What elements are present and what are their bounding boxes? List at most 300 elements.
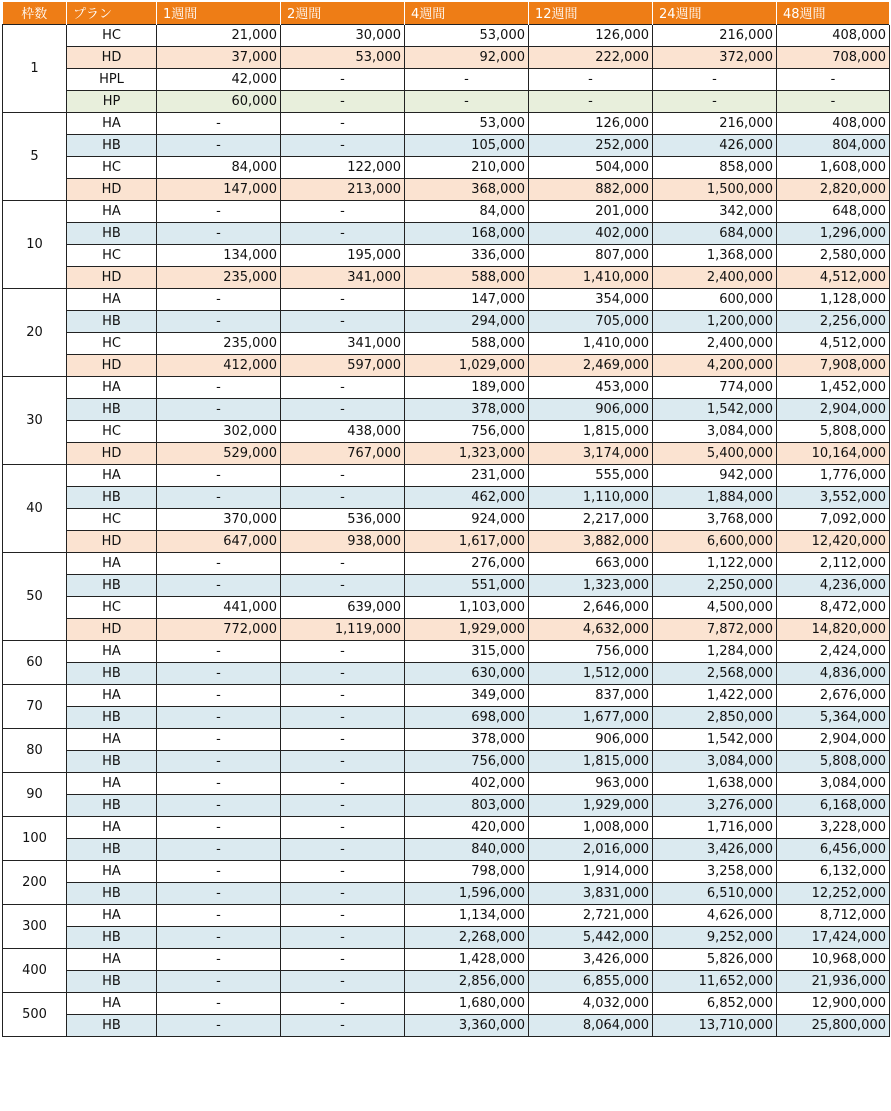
table-row — [3, 728, 890, 750]
table-row — [3, 200, 890, 222]
price-cell: - — [281, 68, 405, 90]
price-cell: 551,000 — [405, 574, 529, 596]
table-row — [3, 706, 890, 728]
price-cell: - — [157, 464, 281, 486]
price-cell: 168,000 — [405, 222, 529, 244]
table-row — [3, 750, 890, 772]
plan-cell: HB — [67, 706, 157, 728]
price-cell: 1,884,000 — [653, 486, 777, 508]
table-body — [3, 24, 890, 1036]
price-cell: - — [157, 1014, 281, 1036]
plan-cell: HA — [67, 288, 157, 310]
price-cell: - — [281, 376, 405, 398]
table-row — [3, 134, 890, 156]
price-cell: 84,000 — [157, 156, 281, 178]
price-cell: 1,596,000 — [405, 882, 529, 904]
table-row — [3, 882, 890, 904]
price-cell: 408,000 — [777, 112, 890, 134]
plan-cell: HB — [67, 926, 157, 948]
slot-count-cell: 80 — [3, 728, 67, 772]
table-row — [3, 838, 890, 860]
price-cell: 5,808,000 — [777, 750, 890, 772]
price-cell: - — [157, 794, 281, 816]
plan-cell: HA — [67, 816, 157, 838]
price-cell: - — [157, 376, 281, 398]
plan-cell: HB — [67, 486, 157, 508]
table-row — [3, 442, 890, 464]
price-cell: - — [157, 838, 281, 860]
price-cell: 1,410,000 — [529, 332, 653, 354]
plan-cell: HB — [67, 662, 157, 684]
plan-cell: HB — [67, 750, 157, 772]
header-24week: 24週間 — [653, 2, 777, 24]
price-cell: - — [281, 552, 405, 574]
slot-count-cell: 500 — [3, 992, 67, 1036]
plan-cell: HA — [67, 376, 157, 398]
header-slots: 枠数 — [3, 2, 67, 24]
price-cell: 294,000 — [405, 310, 529, 332]
price-cell: 924,000 — [405, 508, 529, 530]
price-cell: 420,000 — [405, 816, 529, 838]
price-cell: - — [281, 288, 405, 310]
price-cell: 426,000 — [653, 134, 777, 156]
table-row — [3, 222, 890, 244]
price-cell: 453,000 — [529, 376, 653, 398]
table-row — [3, 310, 890, 332]
price-cell: 368,000 — [405, 178, 529, 200]
table-row — [3, 860, 890, 882]
table-row — [3, 596, 890, 618]
price-cell: 231,000 — [405, 464, 529, 486]
price-cell: 1,542,000 — [653, 398, 777, 420]
price-cell: 1,128,000 — [777, 288, 890, 310]
price-cell: 555,000 — [529, 464, 653, 486]
price-cell: 2,016,000 — [529, 838, 653, 860]
price-cell: - — [157, 662, 281, 684]
price-cell: 1,617,000 — [405, 530, 529, 552]
price-cell: 3,426,000 — [653, 838, 777, 860]
table-row — [3, 970, 890, 992]
plan-cell: HA — [67, 112, 157, 134]
price-cell: 10,968,000 — [777, 948, 890, 970]
price-cell: 684,000 — [653, 222, 777, 244]
header-12week: 12週間 — [529, 2, 653, 24]
plan-cell: HA — [67, 992, 157, 1014]
price-cell: 906,000 — [529, 728, 653, 750]
price-cell: 276,000 — [405, 552, 529, 574]
price-cell: 639,000 — [281, 596, 405, 618]
price-cell: 2,424,000 — [777, 640, 890, 662]
price-cell: 53,000 — [405, 112, 529, 134]
price-cell: 402,000 — [529, 222, 653, 244]
table-row — [3, 178, 890, 200]
price-cell: - — [157, 134, 281, 156]
price-cell: - — [157, 684, 281, 706]
plan-cell: HD — [67, 354, 157, 376]
price-cell: 2,646,000 — [529, 596, 653, 618]
price-cell: 126,000 — [529, 24, 653, 46]
price-cell: - — [281, 398, 405, 420]
price-cell: 2,469,000 — [529, 354, 653, 376]
price-cell: 7,908,000 — [777, 354, 890, 376]
plan-cell: HB — [67, 574, 157, 596]
price-cell: 1,119,000 — [281, 618, 405, 640]
price-cell: 938,000 — [281, 530, 405, 552]
price-cell: 441,000 — [157, 596, 281, 618]
price-cell: 2,856,000 — [405, 970, 529, 992]
plan-cell: HD — [67, 46, 157, 68]
slot-count-cell: 60 — [3, 640, 67, 684]
table-row — [3, 772, 890, 794]
table-row — [3, 376, 890, 398]
price-cell: 4,836,000 — [777, 662, 890, 684]
header-4week: 4週間 — [405, 2, 529, 24]
price-cell: 1,284,000 — [653, 640, 777, 662]
price-cell: 105,000 — [405, 134, 529, 156]
price-cell: 3,084,000 — [653, 750, 777, 772]
price-cell: 438,000 — [281, 420, 405, 442]
header-plan: プラン — [67, 2, 157, 24]
price-cell: 341,000 — [281, 266, 405, 288]
table-row — [3, 552, 890, 574]
price-cell: 5,442,000 — [529, 926, 653, 948]
price-cell: 8,472,000 — [777, 596, 890, 618]
table-row — [3, 684, 890, 706]
slot-count-cell: 20 — [3, 288, 67, 376]
price-cell: - — [157, 882, 281, 904]
price-cell: 60,000 — [157, 90, 281, 112]
table-header — [3, 2, 890, 24]
price-cell: 5,364,000 — [777, 706, 890, 728]
table-row — [3, 816, 890, 838]
price-table — [2, 2, 890, 1037]
price-cell: 2,112,000 — [777, 552, 890, 574]
price-cell: 9,252,000 — [653, 926, 777, 948]
price-cell: 12,420,000 — [777, 530, 890, 552]
table-row — [3, 508, 890, 530]
header-48week: 48週間 — [777, 2, 890, 24]
price-cell: 1,929,000 — [529, 794, 653, 816]
price-cell: - — [281, 728, 405, 750]
price-cell: 11,652,000 — [653, 970, 777, 992]
price-cell: 30,000 — [281, 24, 405, 46]
price-cell: 1,677,000 — [529, 706, 653, 728]
price-cell: 1,452,000 — [777, 376, 890, 398]
slot-count-cell: 200 — [3, 860, 67, 904]
price-cell: 882,000 — [529, 178, 653, 200]
plan-cell: HB — [67, 838, 157, 860]
price-cell: 53,000 — [405, 24, 529, 46]
table-row — [3, 948, 890, 970]
plan-cell: HA — [67, 464, 157, 486]
price-cell: 370,000 — [157, 508, 281, 530]
price-cell: - — [653, 90, 777, 112]
price-cell: 2,904,000 — [777, 398, 890, 420]
table-row — [3, 640, 890, 662]
price-cell: - — [157, 640, 281, 662]
price-cell: 8,064,000 — [529, 1014, 653, 1036]
price-cell: - — [157, 948, 281, 970]
price-cell: - — [777, 90, 890, 112]
plan-cell: HD — [67, 266, 157, 288]
price-cell: 6,132,000 — [777, 860, 890, 882]
plan-cell: HB — [67, 794, 157, 816]
price-cell: 1,103,000 — [405, 596, 529, 618]
slot-count-cell: 30 — [3, 376, 67, 464]
table-row — [3, 244, 890, 266]
price-cell: - — [157, 860, 281, 882]
table-row — [3, 156, 890, 178]
table-row — [3, 574, 890, 596]
plan-cell: HB — [67, 882, 157, 904]
price-cell: 189,000 — [405, 376, 529, 398]
price-cell: 378,000 — [405, 398, 529, 420]
price-cell: - — [281, 640, 405, 662]
price-cell: 302,000 — [157, 420, 281, 442]
price-cell: 1,134,000 — [405, 904, 529, 926]
price-cell: - — [281, 464, 405, 486]
table-row — [3, 90, 890, 112]
price-cell: 201,000 — [529, 200, 653, 222]
price-cell: 349,000 — [405, 684, 529, 706]
table-row — [3, 662, 890, 684]
price-cell: - — [157, 750, 281, 772]
price-cell: 6,852,000 — [653, 992, 777, 1014]
table-row — [3, 398, 890, 420]
price-cell: 807,000 — [529, 244, 653, 266]
price-cell: - — [405, 90, 529, 112]
price-cell: 1,410,000 — [529, 266, 653, 288]
plan-cell: HD — [67, 618, 157, 640]
price-cell: 4,236,000 — [777, 574, 890, 596]
slot-count-cell: 70 — [3, 684, 67, 728]
price-cell: 3,228,000 — [777, 816, 890, 838]
plan-cell: HA — [67, 860, 157, 882]
price-cell: 588,000 — [405, 332, 529, 354]
plan-cell: HA — [67, 728, 157, 750]
price-cell: 2,250,000 — [653, 574, 777, 596]
price-cell: 630,000 — [405, 662, 529, 684]
price-cell: 2,676,000 — [777, 684, 890, 706]
table-row — [3, 266, 890, 288]
plan-cell: HB — [67, 310, 157, 332]
price-cell: 588,000 — [405, 266, 529, 288]
price-cell: - — [157, 926, 281, 948]
price-cell: 1,422,000 — [653, 684, 777, 706]
price-cell: - — [653, 68, 777, 90]
price-cell: - — [529, 90, 653, 112]
price-cell: - — [281, 486, 405, 508]
price-cell: 1,680,000 — [405, 992, 529, 1014]
price-cell: - — [281, 134, 405, 156]
price-cell: 3,084,000 — [777, 772, 890, 794]
price-cell: 8,712,000 — [777, 904, 890, 926]
price-cell: 84,000 — [405, 200, 529, 222]
price-cell: - — [281, 310, 405, 332]
plan-cell: HB — [67, 398, 157, 420]
price-cell: 378,000 — [405, 728, 529, 750]
price-cell: - — [281, 90, 405, 112]
price-cell: 698,000 — [405, 706, 529, 728]
price-cell: 2,580,000 — [777, 244, 890, 266]
price-cell: 122,000 — [281, 156, 405, 178]
price-cell: - — [281, 860, 405, 882]
slot-count-cell: 40 — [3, 464, 67, 552]
price-cell: 1,929,000 — [405, 618, 529, 640]
price-cell: 25,800,000 — [777, 1014, 890, 1036]
price-cell: 126,000 — [529, 112, 653, 134]
price-cell: - — [405, 68, 529, 90]
price-cell: - — [157, 112, 281, 134]
price-cell: - — [281, 706, 405, 728]
price-cell: - — [281, 838, 405, 860]
price-cell: 2,256,000 — [777, 310, 890, 332]
price-cell: 2,217,000 — [529, 508, 653, 530]
price-cell: 216,000 — [653, 24, 777, 46]
plan-cell: HB — [67, 1014, 157, 1036]
price-cell: 3,084,000 — [653, 420, 777, 442]
price-cell: 4,500,000 — [653, 596, 777, 618]
price-cell: 774,000 — [653, 376, 777, 398]
price-cell: - — [281, 574, 405, 596]
price-cell: 1,776,000 — [777, 464, 890, 486]
price-cell: 13,710,000 — [653, 1014, 777, 1036]
price-cell: 1,638,000 — [653, 772, 777, 794]
price-cell: 6,168,000 — [777, 794, 890, 816]
price-cell: 222,000 — [529, 46, 653, 68]
price-cell: 342,000 — [653, 200, 777, 222]
price-cell: - — [157, 552, 281, 574]
slot-count-cell: 90 — [3, 772, 67, 816]
price-cell: - — [157, 772, 281, 794]
price-cell: 1,296,000 — [777, 222, 890, 244]
price-cell: - — [281, 750, 405, 772]
price-cell: 705,000 — [529, 310, 653, 332]
price-cell: 767,000 — [281, 442, 405, 464]
price-cell: 5,826,000 — [653, 948, 777, 970]
header-1week: 1週間 — [157, 2, 281, 24]
price-cell: - — [157, 288, 281, 310]
table-row — [3, 1014, 890, 1036]
plan-cell: HPL — [67, 68, 157, 90]
price-cell: 2,268,000 — [405, 926, 529, 948]
price-cell: 3,831,000 — [529, 882, 653, 904]
price-cell: 408,000 — [777, 24, 890, 46]
plan-cell: HB — [67, 970, 157, 992]
price-cell: 7,872,000 — [653, 618, 777, 640]
table-row — [3, 486, 890, 508]
price-cell: 147,000 — [405, 288, 529, 310]
price-cell: 235,000 — [157, 332, 281, 354]
price-cell: 708,000 — [777, 46, 890, 68]
plan-cell: HD — [67, 178, 157, 200]
price-cell: - — [157, 904, 281, 926]
price-cell: 4,632,000 — [529, 618, 653, 640]
price-cell: 529,000 — [157, 442, 281, 464]
table-row — [3, 354, 890, 376]
price-cell: 3,552,000 — [777, 486, 890, 508]
price-cell: 2,904,000 — [777, 728, 890, 750]
price-cell: 1,110,000 — [529, 486, 653, 508]
price-cell: 6,510,000 — [653, 882, 777, 904]
price-cell: 2,568,000 — [653, 662, 777, 684]
price-cell: - — [157, 486, 281, 508]
plan-cell: HB — [67, 134, 157, 156]
price-cell: 235,000 — [157, 266, 281, 288]
price-cell: 1,608,000 — [777, 156, 890, 178]
price-cell: 3,360,000 — [405, 1014, 529, 1036]
price-cell: 1,008,000 — [529, 816, 653, 838]
price-cell: 804,000 — [777, 134, 890, 156]
plan-cell: HA — [67, 552, 157, 574]
plan-cell: HC — [67, 156, 157, 178]
price-cell: 3,258,000 — [653, 860, 777, 882]
price-cell: 147,000 — [157, 178, 281, 200]
price-cell: - — [529, 68, 653, 90]
price-cell: - — [157, 970, 281, 992]
price-cell: 1,323,000 — [405, 442, 529, 464]
table-row — [3, 618, 890, 640]
price-cell: - — [157, 992, 281, 1014]
price-cell: - — [281, 684, 405, 706]
price-cell: 756,000 — [529, 640, 653, 662]
price-cell: 858,000 — [653, 156, 777, 178]
price-cell: 1,716,000 — [653, 816, 777, 838]
price-cell: 252,000 — [529, 134, 653, 156]
price-cell: 1,200,000 — [653, 310, 777, 332]
price-cell: 1,368,000 — [653, 244, 777, 266]
slot-count-cell: 10 — [3, 200, 67, 288]
table-row — [3, 992, 890, 1014]
price-cell: 92,000 — [405, 46, 529, 68]
price-cell: 6,600,000 — [653, 530, 777, 552]
price-cell: 53,000 — [281, 46, 405, 68]
price-cell: - — [157, 816, 281, 838]
price-cell: - — [157, 706, 281, 728]
price-cell: - — [281, 816, 405, 838]
price-cell: 462,000 — [405, 486, 529, 508]
price-cell: - — [281, 794, 405, 816]
plan-cell: HC — [67, 508, 157, 530]
table-row — [3, 288, 890, 310]
price-cell: 798,000 — [405, 860, 529, 882]
price-cell: 1,428,000 — [405, 948, 529, 970]
price-cell: 3,882,000 — [529, 530, 653, 552]
price-cell: 906,000 — [529, 398, 653, 420]
price-cell: - — [157, 310, 281, 332]
slot-count-cell: 50 — [3, 552, 67, 640]
price-cell: 12,252,000 — [777, 882, 890, 904]
table-row — [3, 904, 890, 926]
table-row — [3, 420, 890, 442]
plan-cell: HC — [67, 244, 157, 266]
table-row — [3, 926, 890, 948]
table-row — [3, 24, 890, 46]
price-cell: 3,768,000 — [653, 508, 777, 530]
plan-cell: HC — [67, 332, 157, 354]
price-cell: 600,000 — [653, 288, 777, 310]
price-cell: - — [281, 772, 405, 794]
price-cell: - — [157, 200, 281, 222]
price-cell: 1,815,000 — [529, 420, 653, 442]
price-cell: 1,542,000 — [653, 728, 777, 750]
price-cell: - — [281, 200, 405, 222]
price-cell: - — [281, 222, 405, 244]
price-cell: 7,092,000 — [777, 508, 890, 530]
price-cell: 803,000 — [405, 794, 529, 816]
price-cell: 648,000 — [777, 200, 890, 222]
table-row — [3, 112, 890, 134]
